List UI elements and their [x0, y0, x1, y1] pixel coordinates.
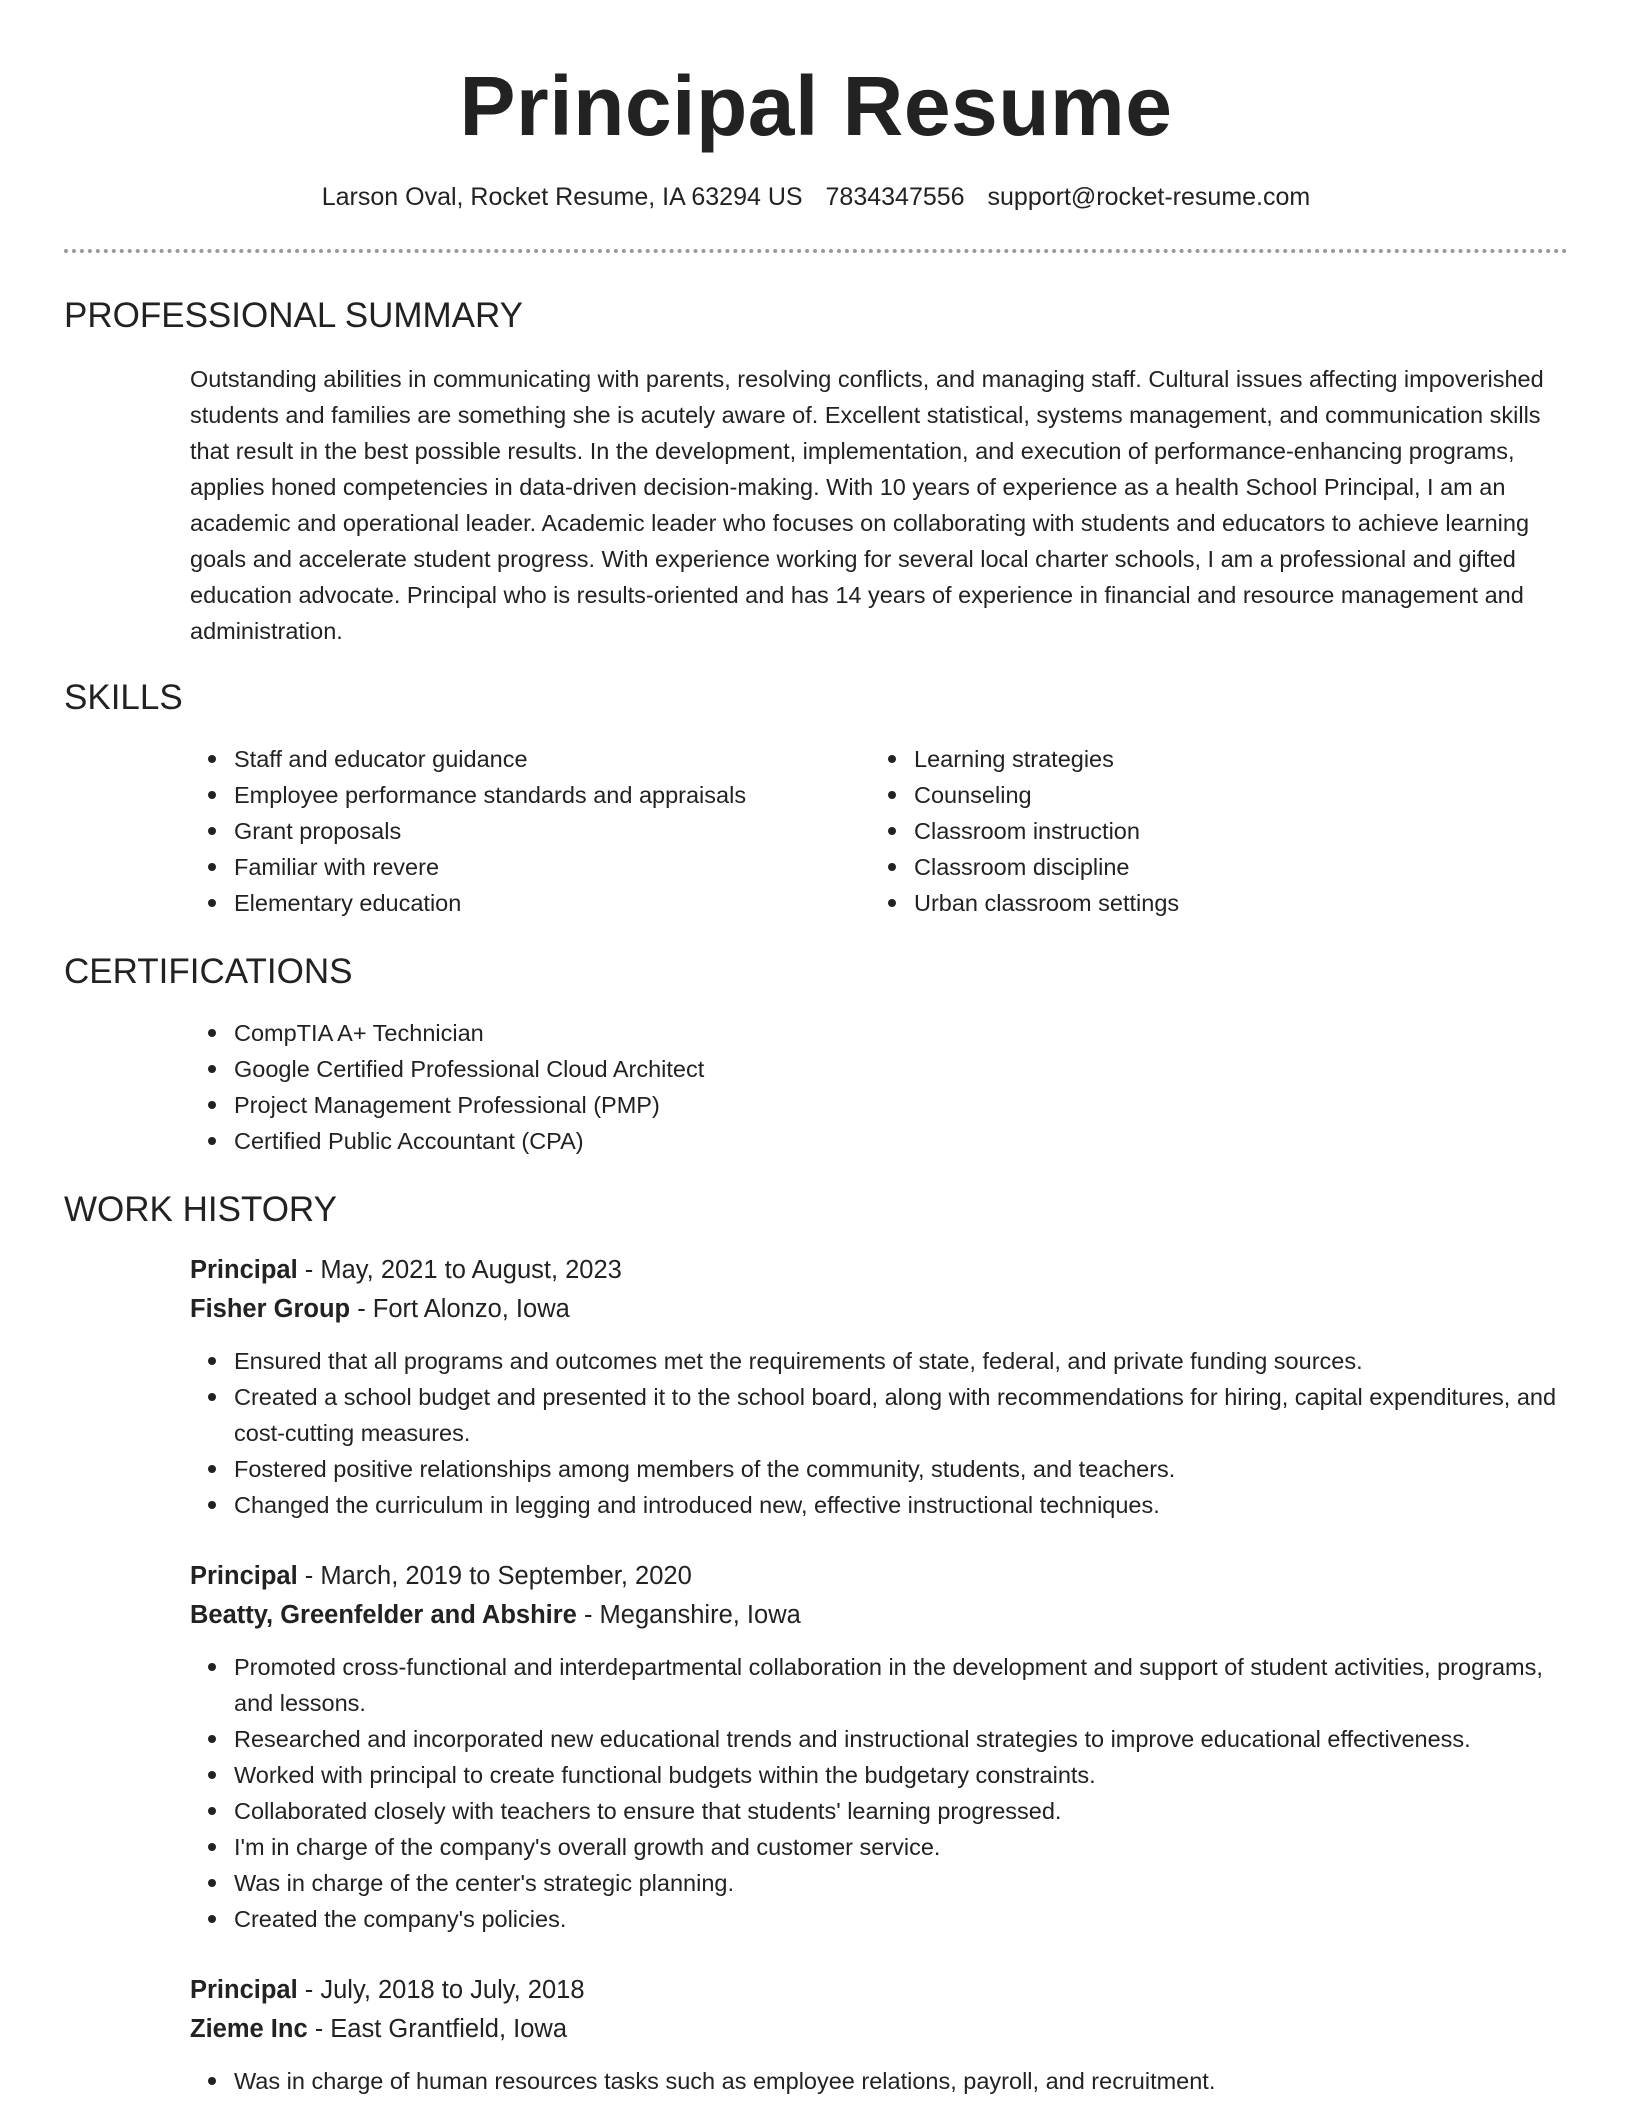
certifications-list — [190, 1015, 1568, 1159]
job-duty: Collaborated closely with teachers to ensure that students' learning progressed. — [190, 1793, 1568, 1829]
certifications-heading: CERTIFICATIONS — [64, 952, 353, 991]
certification-item: Google Certified Professional Cloud Architect — [190, 1051, 1568, 1087]
job-duty: Fostered positive relationships among members of the community, students, and teachers. — [190, 1451, 1568, 1487]
job-duty: Researched and incorporated new educational trends and instructional strategies to improve educational effectiveness. — [190, 1721, 1568, 1757]
certification-item: CompTIA A+ Technician — [190, 1015, 1568, 1051]
contact-line — [64, 182, 1568, 212]
certification-item: Certified Public Accountant (CPA) — [190, 1123, 1568, 1159]
skills-list-left — [190, 741, 870, 921]
job-duties-list — [190, 2063, 1568, 2099]
job-company-line — [190, 2010, 1568, 2049]
job-role: Principal — [190, 1256, 298, 1284]
contact-email: support@rocket-resume.com — [987, 183, 1311, 211]
job-dates: - July, 2018 to July, 2018 — [297, 1976, 585, 2004]
skill-item: Classroom discipline — [870, 849, 1550, 885]
job-role: Principal — [190, 1562, 298, 1590]
skills-column-right — [870, 741, 1550, 921]
summary-text: Outstanding abilities in communicating with parents, resolving conflicts, and managing staff. Cultural issues affecting impoverished students and families are something she is acutely aware of. Excellent statistical, systems management, and communication skills that result in the best possible results. In the development, implementation, and execution of performance-enhancing programs, applies honed competencies in data-driven decision-making. With 10 years of experience as a health School Principal, I am an academic and operational leader. Academic leader who focuses on collaborating with students and educators to achieve learning goals and accelerate student progress. With experience working for several local charter schools, I am a professional and gifted education advocate. Principal who is results-oriented and has 14 years of experience in financial and resource management and administration. — [190, 366, 1544, 644]
job-duty: Created the company's policies. — [190, 1901, 1568, 1937]
resume-title: Principal Resume — [459, 59, 1173, 153]
skills-list-right — [870, 741, 1550, 921]
skills-grid — [190, 741, 1568, 921]
job-role: Principal — [190, 1976, 298, 2004]
job-duty: Worked with principal to create functional budgets within the budgetary constraints. — [190, 1757, 1568, 1793]
work-history-heading: WORK HISTORY — [64, 1190, 337, 1229]
contact-address: Larson Oval, Rocket Resume, IA 63294 US — [321, 183, 803, 211]
job-location: - Fort Alonzo, Iowa — [350, 1295, 570, 1323]
work-history-section — [64, 1189, 1568, 2099]
certification-item: Project Management Professional (PMP) — [190, 1087, 1568, 1123]
job-duty: Was in charge of the center's strategic planning. — [190, 1865, 1568, 1901]
skill-item: Classroom instruction — [870, 813, 1550, 849]
header-divider — [64, 249, 1568, 253]
job-entry — [190, 1251, 1568, 1523]
skill-item: Learning strategies — [870, 741, 1550, 777]
job-duty: Was in charge of human resources tasks such as employee relations, payroll, and recruitment. — [190, 2063, 1568, 2099]
job-duty: Created a school budget and presented it to the school board, along with recommendations for hiring, capital expenditures, and cost-cutting measures. — [190, 1379, 1568, 1451]
job-company-line — [190, 1596, 1568, 1635]
skill-item: Grant proposals — [190, 813, 870, 849]
summary-section — [64, 295, 1568, 649]
job-duty: Ensured that all programs and outcomes met the requirements of state, federal, and private funding sources. — [190, 1343, 1568, 1379]
job-location: - Meganshire, Iowa — [576, 1601, 801, 1629]
job-dates: - May, 2021 to August, 2023 — [297, 1256, 622, 1284]
skill-item: Counseling — [870, 777, 1550, 813]
job-dates: - March, 2019 to September, 2020 — [297, 1562, 692, 1590]
job-company-line — [190, 1290, 1568, 1329]
skill-item: Staff and educator guidance — [190, 741, 870, 777]
job-duties-list — [190, 1343, 1568, 1523]
job-entry — [190, 1971, 1568, 2099]
job-location: - East Grantfield, Iowa — [307, 2015, 567, 2043]
job-company: Beatty, Greenfelder and Abshire — [190, 1601, 577, 1629]
skill-item: Employee performance standards and appraisals — [190, 777, 870, 813]
job-entry — [190, 1557, 1568, 1937]
job-duties-list — [190, 1649, 1568, 1937]
job-title-line — [190, 1251, 1568, 1290]
skills-heading: SKILLS — [64, 678, 183, 717]
job-title-line — [190, 1557, 1568, 1596]
job-duty: I'm in charge of the company's overall growth and customer service. — [190, 1829, 1568, 1865]
job-title-line — [190, 1971, 1568, 2010]
summary-heading: PROFESSIONAL SUMMARY — [64, 296, 523, 335]
contact-phone: 7834347556 — [825, 183, 965, 211]
skill-item: Elementary education — [190, 885, 870, 921]
job-duty: Changed the curriculum in legging and introduced new, effective instructional techniques. — [190, 1487, 1568, 1523]
certifications-section — [64, 951, 1568, 1159]
skills-column-left — [190, 741, 870, 921]
job-company: Zieme Inc — [190, 2015, 308, 2043]
skills-section — [64, 677, 1568, 921]
job-duty: Promoted cross-functional and interdepartmental collaboration in the development and support of student activities, programs, and lessons. — [190, 1649, 1568, 1721]
skill-item: Familiar with revere — [190, 849, 870, 885]
skill-item: Urban classroom settings — [870, 885, 1550, 921]
job-company: Fisher Group — [190, 1295, 351, 1323]
